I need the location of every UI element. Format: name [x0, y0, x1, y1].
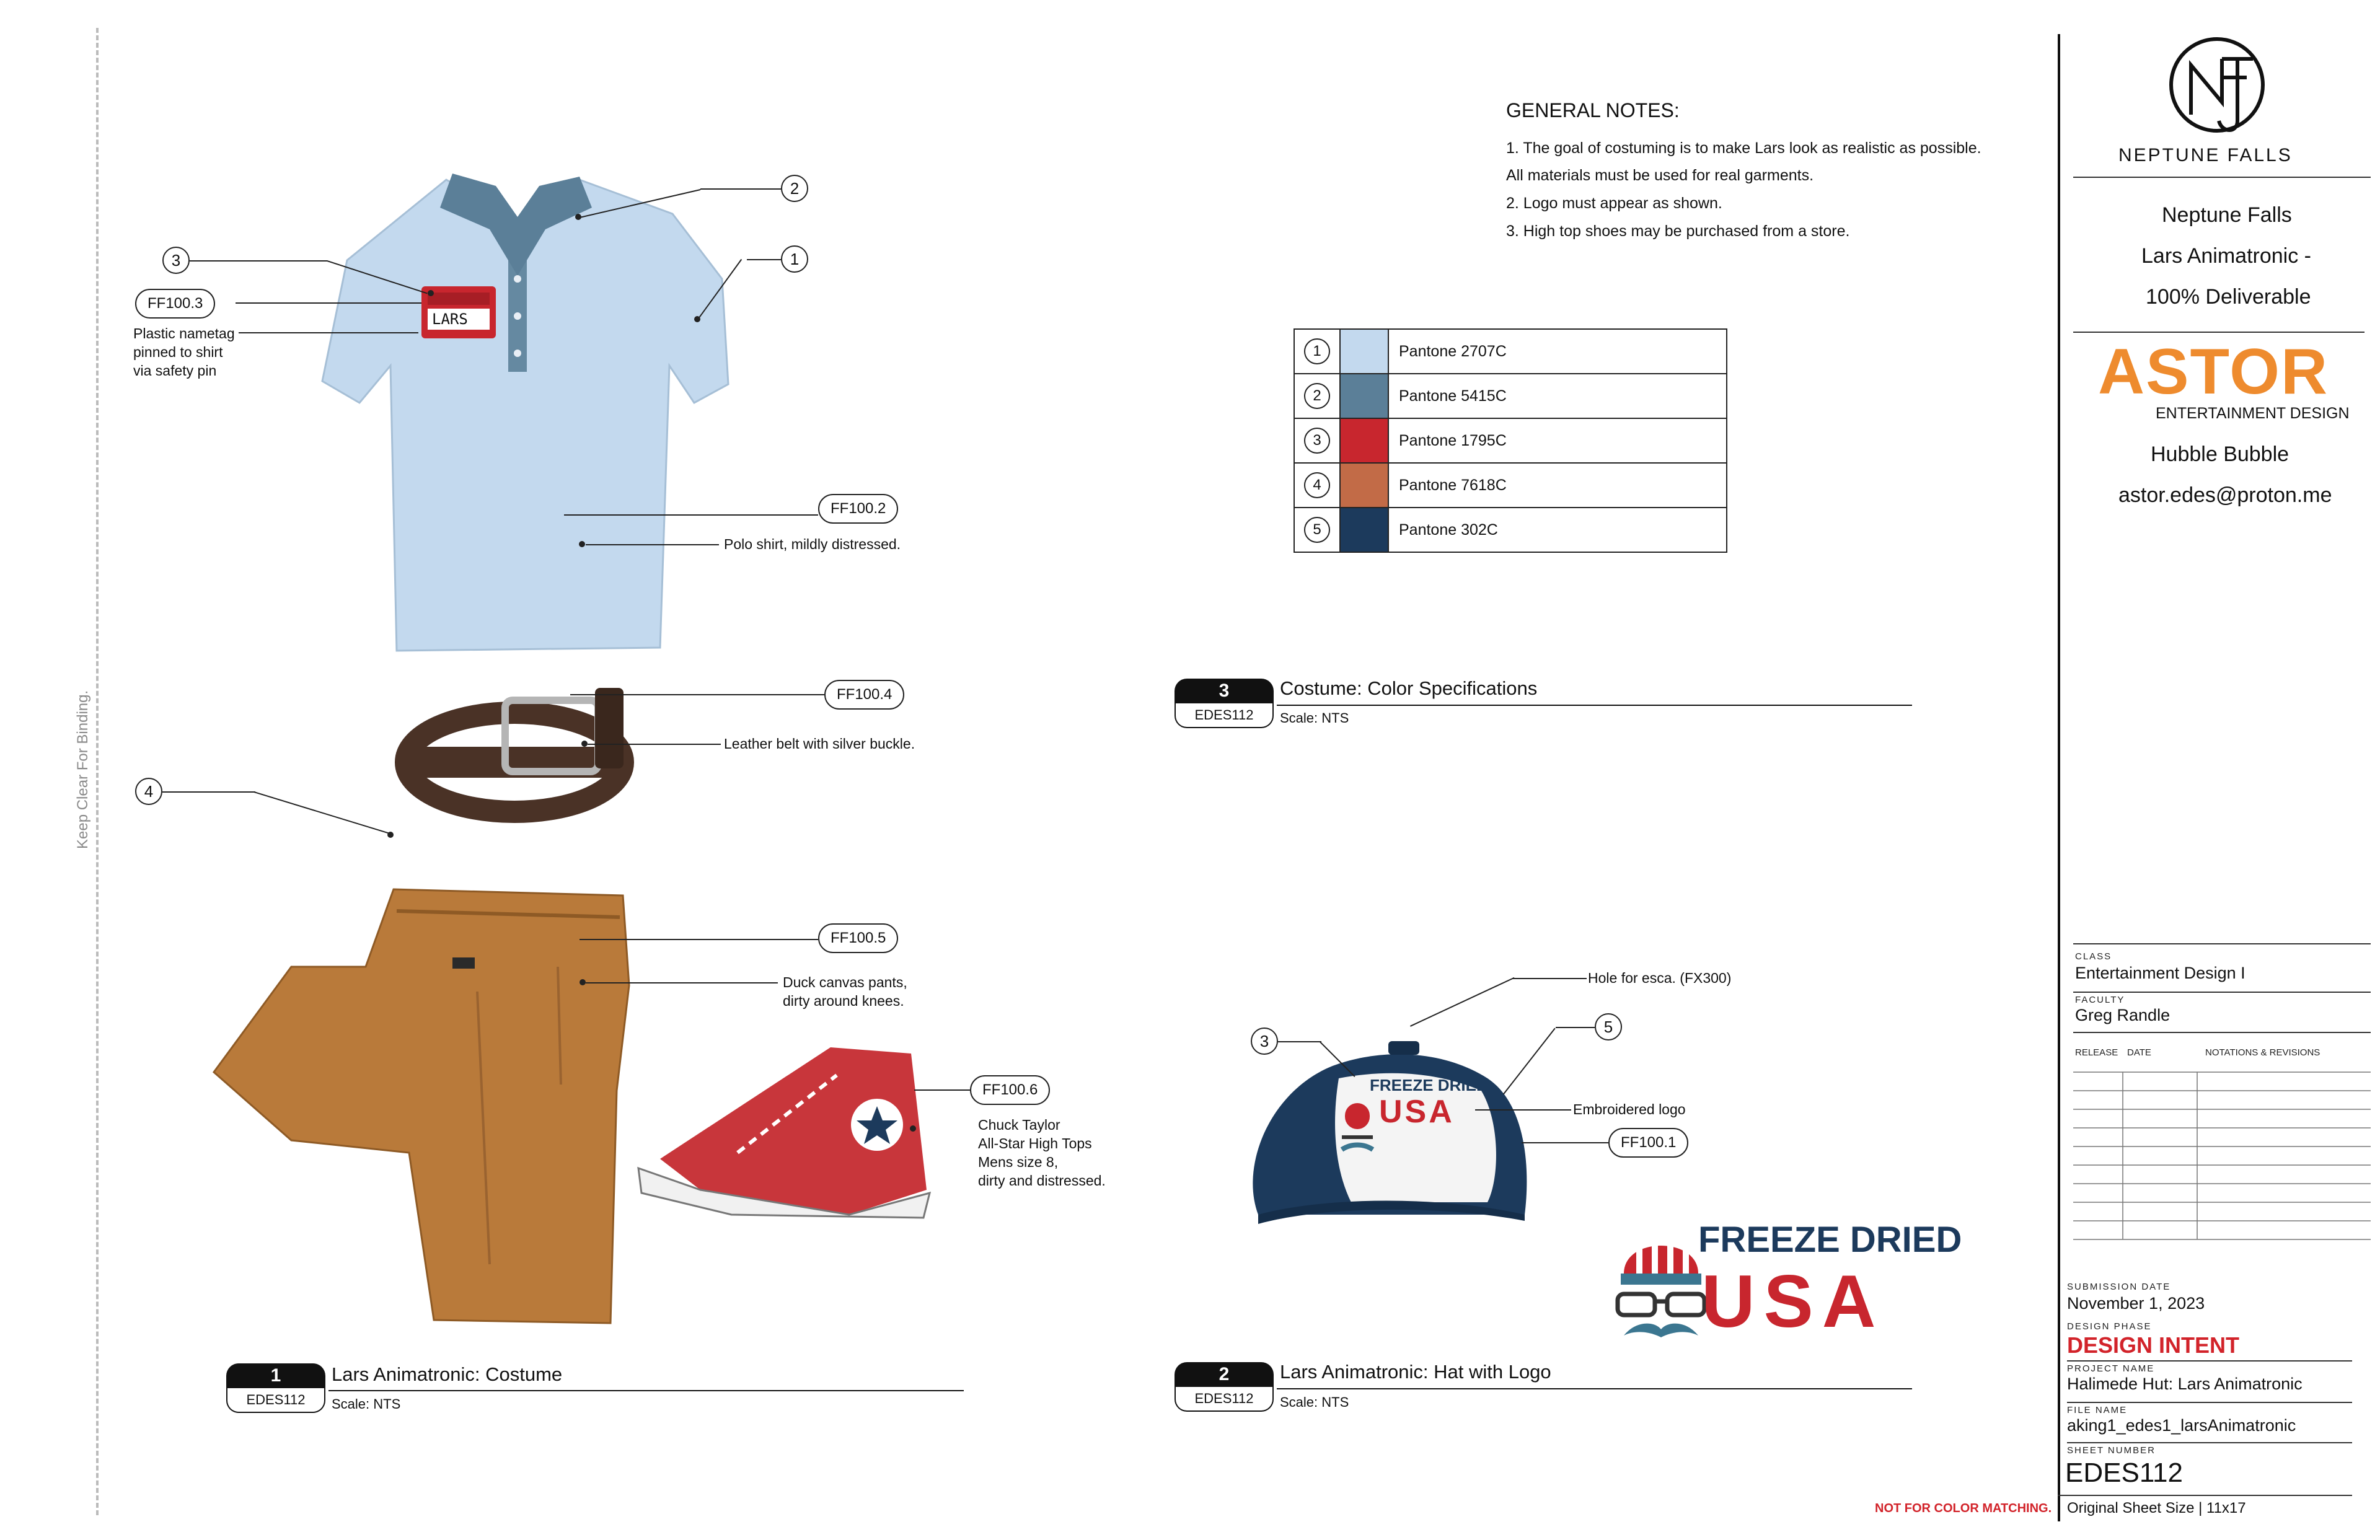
client-logo-text: NEPTUNE FALLS	[2118, 145, 2293, 165]
leader-dot	[581, 741, 588, 747]
drawing-1-rule	[328, 1390, 964, 1391]
color-warning: NOT FOR COLOR MATCHING.	[1875, 1502, 2052, 1515]
note-pants-1: Duck canvas pants,	[783, 974, 907, 990]
sheet-size: Original Sheet Size | 11x17	[2067, 1500, 2246, 1516]
leader-dot	[428, 290, 434, 296]
color-spec-label: Pantone 1795C	[1388, 418, 1727, 463]
color-spec-row	[1294, 374, 1727, 418]
note-shoes-4: dirty and distressed.	[978, 1173, 1106, 1189]
sheet-number-label: SHEET NUMBER	[2067, 1445, 2156, 1456]
tag-shoes: FF100.6	[970, 1075, 1050, 1105]
color-spec-row	[1294, 463, 1727, 508]
faculty-label: FACULTY	[2075, 995, 2125, 1005]
color-spec-number-cell	[1294, 508, 1340, 552]
leader-hat-navy-number	[1556, 1027, 1595, 1028]
note-embroidered-logo: Embroidered logo	[1573, 1101, 1686, 1117]
tb-rule	[2067, 1402, 2352, 1403]
project-line-1: Neptune Falls	[2162, 203, 2292, 227]
leader-note-polo	[586, 544, 719, 545]
tag-polo: FF100.2	[818, 494, 898, 524]
neptune-falls-logo-icon	[2160, 34, 2278, 139]
class-value: Entertainment Design I	[2075, 964, 2246, 982]
hat-logo-line2: USA	[1379, 1094, 1455, 1130]
leader-tag-pants	[580, 939, 818, 940]
note-shoes-2: All-Star High Tops	[978, 1135, 1092, 1151]
tag-belt: FF100.4	[824, 680, 904, 710]
drawing-2-number: 2	[1175, 1362, 1274, 1387]
drawing-1-title: Lars Animatronic: Costume	[332, 1363, 563, 1385]
color-spec-number-cell	[1294, 329, 1340, 374]
tb-rule	[2058, 1495, 2352, 1496]
callout-sleeve-number: 1	[781, 245, 808, 273]
color-spec-row	[1294, 418, 1727, 463]
leader-note-belt	[588, 744, 721, 745]
color-spec-number: 5	[1304, 517, 1330, 543]
callout-belt-number: 4	[135, 778, 162, 805]
drawing-1-sheet: EDES112	[226, 1388, 325, 1413]
leader-dot	[387, 832, 394, 838]
note-polo: Polo shirt, mildly distressed.	[724, 536, 901, 552]
general-note-line-1: 1. The goal of costuming is to make Lars look as realistic as possible.	[1506, 139, 1981, 157]
drawing-3-rule	[1277, 705, 1912, 706]
nametag-text: LARS	[432, 310, 468, 328]
drawing-3-sheet: EDES112	[1175, 703, 1274, 728]
color-spec-table	[1294, 328, 1727, 553]
tb-rule	[2073, 943, 2371, 944]
submission-value: November 1, 2023	[2067, 1294, 2205, 1313]
general-note-line-2: All materials must be used for real garments.	[1506, 167, 1814, 184]
color-spec-number-cell	[1294, 463, 1340, 508]
color-swatch	[1340, 508, 1388, 552]
color-spec-label: Pantone 7618C	[1388, 463, 1727, 508]
color-spec-row	[1294, 329, 1727, 374]
leader-note-pants	[586, 982, 778, 983]
project-line-2: Lars Animatronic -	[2141, 244, 2311, 268]
leader-dot	[580, 979, 586, 985]
leader-tag-polo	[564, 514, 818, 516]
faculty-value: Greg Randle	[2075, 1006, 2171, 1024]
firm-subtitle: ENTERTAINMENT DESIGN	[2156, 405, 2350, 422]
revision-grid	[2073, 1066, 2371, 1258]
phase-value: DESIGN INTENT	[2067, 1332, 2240, 1358]
drawing-3-scale: Scale: NTS	[1280, 710, 1349, 726]
general-note-line-4: 3. High top shoes may be purchased from a store.	[1506, 222, 1850, 240]
binding-note: Keep Clear For Binding.	[74, 690, 91, 849]
tb-rule	[2067, 1360, 2352, 1362]
title-block-divider	[2058, 34, 2060, 1521]
drawing-3-number: 3	[1175, 679, 1274, 703]
drawing-2-title: Lars Animatronic: Hat with Logo	[1280, 1361, 1551, 1383]
color-swatch	[1340, 329, 1388, 374]
drawing-2-rule	[1277, 1388, 1912, 1389]
project-name-label: PROJECT NAME	[2067, 1363, 2155, 1374]
shoe-illustration	[638, 1047, 930, 1218]
tag-nametag: FF100.3	[135, 289, 215, 319]
submission-label: SUBMISSION DATE	[2067, 1282, 2171, 1292]
color-spec-row	[1294, 508, 1727, 552]
designer-name: Hubble Bubble	[2151, 442, 2290, 466]
leader-nametag-number	[190, 260, 327, 262]
note-nametag-3: via safety pin	[133, 363, 217, 379]
callout-hat-logo-number: 3	[1251, 1027, 1278, 1055]
tb-rule	[2073, 332, 2365, 333]
drawing-2-scale: Scale: NTS	[1280, 1394, 1349, 1410]
callout-nametag-number: 3	[162, 247, 190, 274]
leader-tag-belt	[570, 694, 824, 695]
project-name-value: Halimede Hut: Lars Animatronic	[2067, 1375, 2303, 1393]
project-line-3: 100% Deliverable	[2146, 285, 2311, 309]
color-swatch	[1340, 463, 1388, 508]
drawing-1-scale: Scale: NTS	[332, 1396, 401, 1412]
note-shoes-3: Mens size 8,	[978, 1154, 1059, 1170]
color-swatch	[1340, 374, 1388, 418]
tb-rule	[2073, 177, 2371, 178]
rev-header-date: DATE	[2127, 1047, 2151, 1058]
color-spec-number: 2	[1304, 383, 1330, 409]
hat-logo-line1: FREEZE DRIED	[1370, 1076, 1488, 1094]
note-nametag-1: Plastic nametag	[133, 325, 235, 341]
general-note-line-3: 2. Logo must appear as shown.	[1506, 195, 1722, 212]
leader-tag-shoes	[914, 1089, 970, 1091]
callout-collar-number: 2	[781, 175, 808, 202]
logo-line1: FREEZE DRIED	[1698, 1220, 1962, 1260]
note-hole: Hole for esca. (FX300)	[1588, 970, 1732, 986]
leader-tag-nametag	[236, 302, 421, 304]
class-label: CLASS	[2075, 951, 2112, 962]
leader-hat-logo-number	[1278, 1041, 1321, 1042]
color-spec-number: 3	[1304, 428, 1330, 454]
drawing-1-number: 1	[226, 1363, 325, 1388]
note-pants-2: dirty around knees.	[783, 993, 904, 1009]
leader-dot	[575, 214, 581, 220]
color-spec-label: Pantone 302C	[1388, 508, 1727, 552]
drawing-2-sheet: EDES112	[1175, 1387, 1274, 1412]
designer-email: astor.edes@proton.me	[2118, 483, 2332, 507]
leader-dot	[694, 316, 700, 322]
rev-header-release: RELEASE	[2075, 1047, 2118, 1058]
tb-rule	[2073, 1032, 2371, 1033]
note-nametag-2: pinned to shirt	[133, 344, 223, 360]
tag-pants: FF100.5	[818, 923, 898, 953]
tb-rule	[2067, 1442, 2352, 1443]
leader-sleeve-number	[747, 259, 781, 260]
file-name-value: aking1_edes1_larsAnimatronic	[2067, 1416, 2296, 1435]
leader-embroidered-logo	[1475, 1109, 1571, 1111]
logo-line2: USA	[1701, 1260, 1885, 1343]
belt-illustration	[403, 688, 626, 812]
rev-header-notes: NOTATIONS & REVISIONS	[2205, 1047, 2320, 1058]
leader-tag-hat	[1522, 1142, 1608, 1143]
sheet-number-value: EDES112	[2065, 1458, 2183, 1488]
tag-hat: FF100.1	[1608, 1128, 1688, 1158]
phase-label: DESIGN PHASE	[2067, 1321, 2152, 1332]
leader-belt-number	[162, 791, 255, 793]
color-spec-number-cell	[1294, 374, 1340, 418]
color-spec-number: 1	[1304, 338, 1330, 364]
tb-rule	[2073, 992, 2371, 993]
color-spec-number-cell	[1294, 418, 1340, 463]
color-spec-number: 4	[1304, 472, 1330, 498]
callout-hat-navy-number: 5	[1595, 1013, 1622, 1041]
leader-dot	[910, 1125, 916, 1132]
firm-name: ASTOR	[2098, 336, 2329, 408]
leader-hole	[1512, 978, 1587, 979]
color-spec-label: Pantone 5415C	[1388, 374, 1727, 418]
leader-dot	[579, 541, 585, 547]
note-shoes-1: Chuck Taylor	[978, 1117, 1060, 1133]
color-spec-label: Pantone 2707C	[1388, 329, 1727, 374]
drawing-3-title: Costume: Color Specifications	[1280, 677, 1538, 699]
file-name-label: FILE NAME	[2067, 1405, 2128, 1415]
color-swatch	[1340, 418, 1388, 463]
pants-illustration	[214, 889, 629, 1323]
polo-shirt-illustration	[322, 174, 728, 651]
freeze-dried-usa-logo	[1611, 1215, 1711, 1345]
general-notes-heading: GENERAL NOTES:	[1506, 99, 1680, 121]
note-belt: Leather belt with silver buckle.	[724, 736, 915, 752]
leader-note-nametag	[239, 332, 418, 333]
leader-collar-number	[700, 188, 781, 190]
